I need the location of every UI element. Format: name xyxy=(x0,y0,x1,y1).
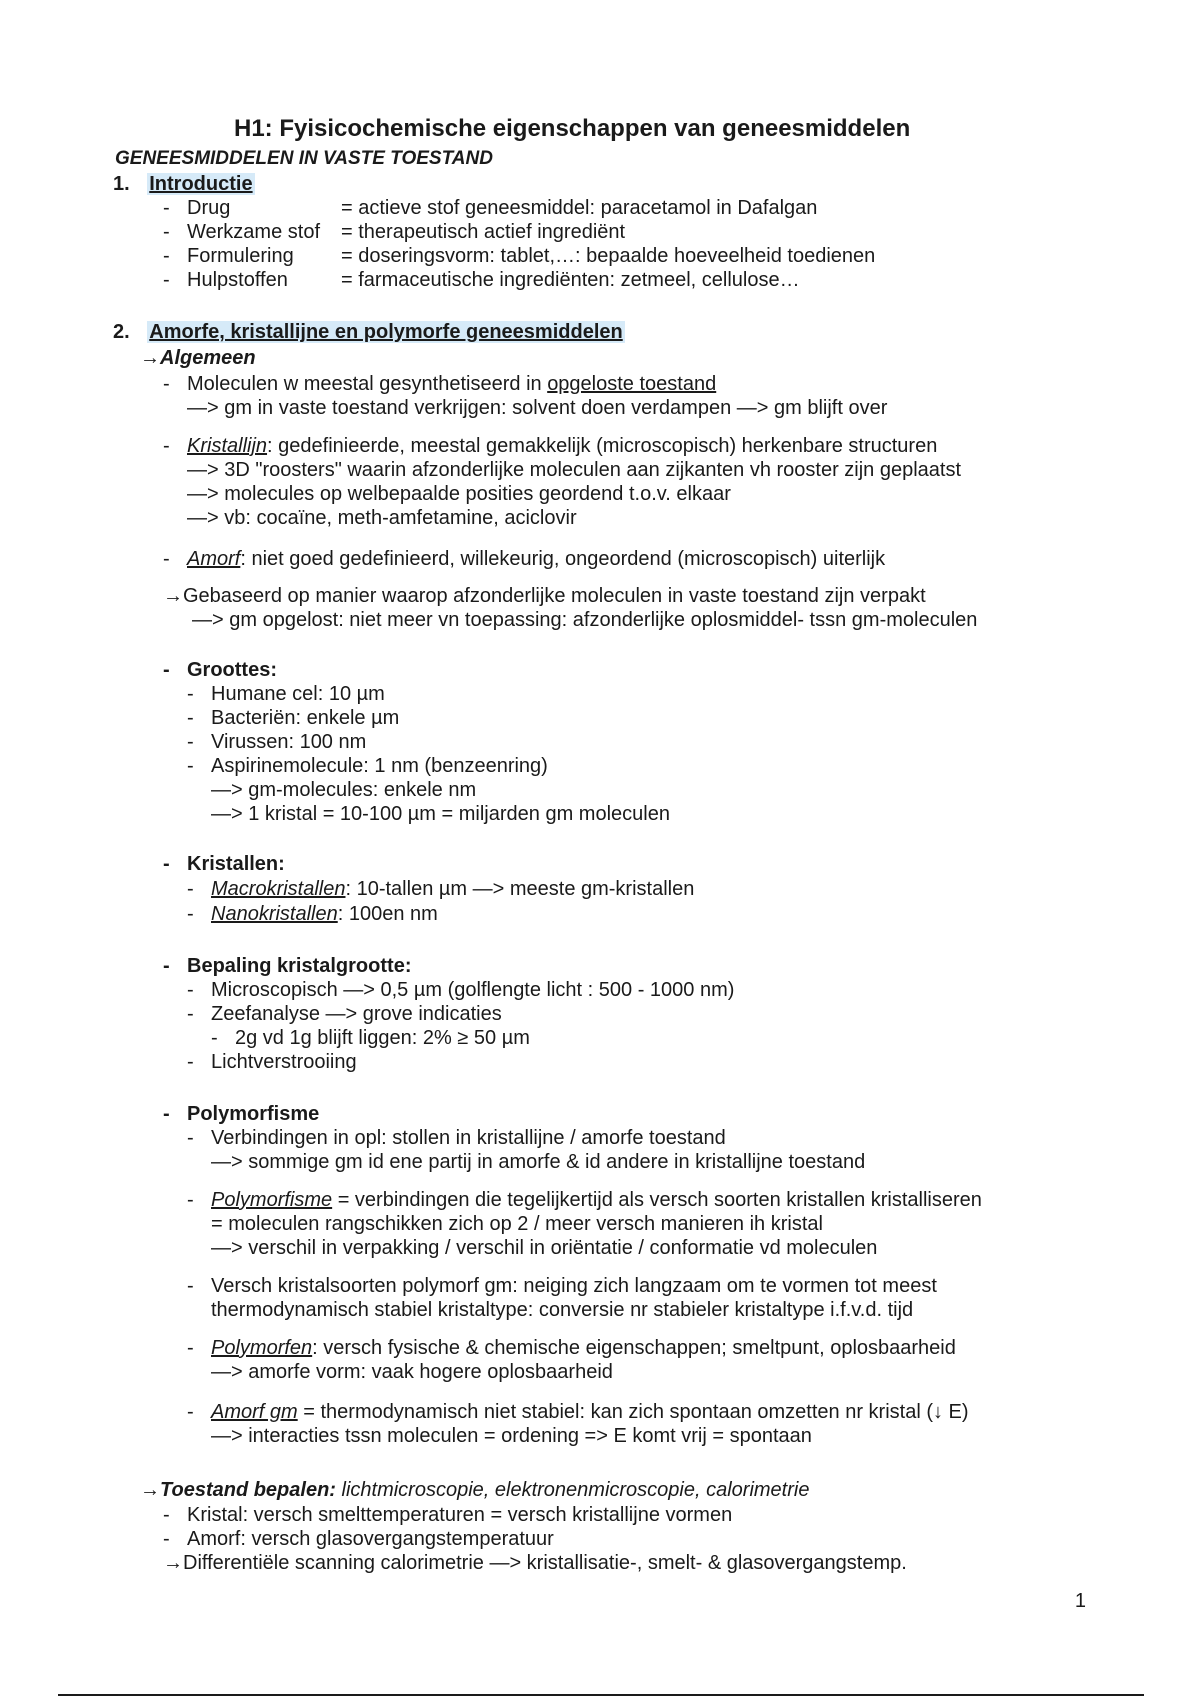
list-subline: —> sommige gm id ene partij in amorfe & id andere in kristallijne toestand xyxy=(211,1151,866,1173)
arrow-icon: → xyxy=(163,1552,183,1574)
list-subline: —> amorfe vorm: vaak hogere oplosbaarheid xyxy=(211,1361,613,1383)
section-1-heading xyxy=(113,172,255,196)
kristallen-heading: - Kristallen: xyxy=(163,853,285,875)
list-subline: = moleculen rangschikken zich op 2 / meer versch manieren ih kristal xyxy=(211,1213,823,1235)
bepaling-heading: - Bepaling kristalgrootte: xyxy=(163,955,412,977)
list-item: - Moleculen w meestal gesynthetiseerd in opgeloste toestand xyxy=(163,373,717,395)
list-item: - Kristal: versch smelttemperaturen = versch kristallijne vormen xyxy=(163,1504,733,1526)
arrow-icon: → xyxy=(140,347,160,369)
section-1-number: 1. xyxy=(113,173,130,195)
page-subtitle: GENEESMIDDELEN IN VASTE TOESTAND xyxy=(115,148,493,169)
toestand-heading: →Toestand bepalen: lichtmicroscopie, elektronenmicroscopie, calorimetrie xyxy=(140,1479,810,1501)
arrow-icon: → xyxy=(163,585,183,607)
list-item: - Nanokristallen: 100en nm xyxy=(187,903,438,925)
list-subline: —> 1 kristal = 10-100 µm = miljarden gm moleculen xyxy=(211,803,670,825)
section-2-number: 2. xyxy=(113,321,130,343)
list-item: - 2g vd 1g blijft liggen: 2% ≥ 50 µm xyxy=(211,1027,530,1049)
list-subline: —> molecules op welbepaalde posities geordend t.o.v. elkaar xyxy=(187,483,731,505)
list-subline: —> verschil in verpakking / verschil in oriëntatie / conformatie vd moleculen xyxy=(211,1237,878,1259)
groottes-heading: - Groottes: xyxy=(163,659,277,681)
list-subline: —> gm-molecules: enkele nm xyxy=(211,779,477,801)
list-item: - Bacteriën: enkele µm xyxy=(187,707,400,729)
list-subline: thermodynamisch stabiel kristaltype: conversie nr stabieler kristaltype i.f.v.d. tijd xyxy=(211,1299,914,1321)
list-item: - Kristallijn: gedefinieerde, meestal gemakkelijk (microscopisch) herkenbare structuren xyxy=(163,435,938,457)
list-item: - Microscopisch —> 0,5 µm (golflengte licht : 500 - 1000 nm) xyxy=(187,979,735,1001)
footer-divider xyxy=(58,1694,1144,1696)
list-item: - Amorf: niet goed gedefinieerd, willekeurig, ongeordend (microscopisch) uiterlijk xyxy=(163,548,886,570)
arrow-icon: → xyxy=(140,1479,160,1501)
section-2-title: Amorfe, kristallijne en polymorfe geneesmiddelen xyxy=(149,321,623,343)
algemeen-heading: →Algemeen xyxy=(140,347,256,369)
page-number: 1 xyxy=(1074,1590,1086,1612)
list-item: - Versch kristalsoorten polymorf gm: neiging zich langzaam om te vormen tot meest xyxy=(187,1275,937,1297)
list-subline: —> gm opgelost: niet meer vn toepassing: afzonderlijke oplosmiddel- tssn gm-moleculen xyxy=(192,609,978,631)
arrow-item: →Gebaseerd op manier waarop afzonderlijke moleculen in vaste toestand zijn verpakt xyxy=(163,585,926,607)
list-subline: —> gm in vaste toestand verkrijgen: solvent doen verdampen —> gm blijft over xyxy=(187,397,888,419)
page-title: H1: Fyisicochemische eigenschappen van geneesmiddelen xyxy=(234,115,911,142)
list-subline: —> interacties tssn moleculen = ordening => E komt vrij = spontaan xyxy=(211,1425,812,1447)
list-item: - Macrokristallen: 10-tallen µm —> meeste gm-kristallen xyxy=(187,878,695,900)
def-row: - Formulering = doseringsvorm: tablet,…: bepaalde hoeveelheid toedienen xyxy=(163,245,876,267)
list-subline: —> vb: cocaïne, meth-amfetamine, aciclovir xyxy=(187,507,577,529)
def-row: - Hulpstoffen = farmaceutische ingrediënten: zetmeel, cellulose… xyxy=(163,269,800,291)
list-item: - Verbindingen in opl: stollen in kristallijne / amorfe toestand xyxy=(187,1127,726,1149)
polymorfisme-heading: - Polymorfisme xyxy=(163,1103,320,1125)
def-row: - Werkzame stof = therapeutisch actief ingrediënt xyxy=(163,221,626,243)
list-item: - Amorf gm = thermodynamisch niet stabiel: kan zich spontaan omzetten nr kristal (↓ E) xyxy=(187,1401,969,1423)
list-item: - Polymorfisme = verbindingen die tegelijkertijd als versch soorten kristallen kristalliseren xyxy=(187,1189,982,1211)
section-1-title: Introductie xyxy=(149,173,253,195)
section-2-heading xyxy=(113,320,625,344)
list-subline: —> 3D "roosters" waarin afzonderlijke moleculen aan zijkanten vh rooster zijn geplaatst xyxy=(187,459,962,481)
arrow-item: →Differentiële scanning calorimetrie —> kristallisatie-, smelt- & glasovergangstemp. xyxy=(163,1552,907,1574)
list-item: - Zeefanalyse —> grove indicaties xyxy=(187,1003,502,1025)
list-item: - Virussen: 100 nm xyxy=(187,731,367,753)
list-item: - Amorf: versch glasovergangstemperatuur xyxy=(163,1528,554,1550)
def-row: - Drug = actieve stof geneesmiddel: paracetamol in Dafalgan xyxy=(163,197,818,219)
list-item: - Lichtverstrooiing xyxy=(187,1051,357,1073)
list-item: - Humane cel: 10 µm xyxy=(187,683,385,705)
list-item: - Polymorfen: versch fysische & chemische eigenschappen; smeltpunt, oplosbaarheid xyxy=(187,1337,956,1359)
list-item: - Aspirinemolecule: 1 nm (benzeenring) xyxy=(187,755,548,777)
